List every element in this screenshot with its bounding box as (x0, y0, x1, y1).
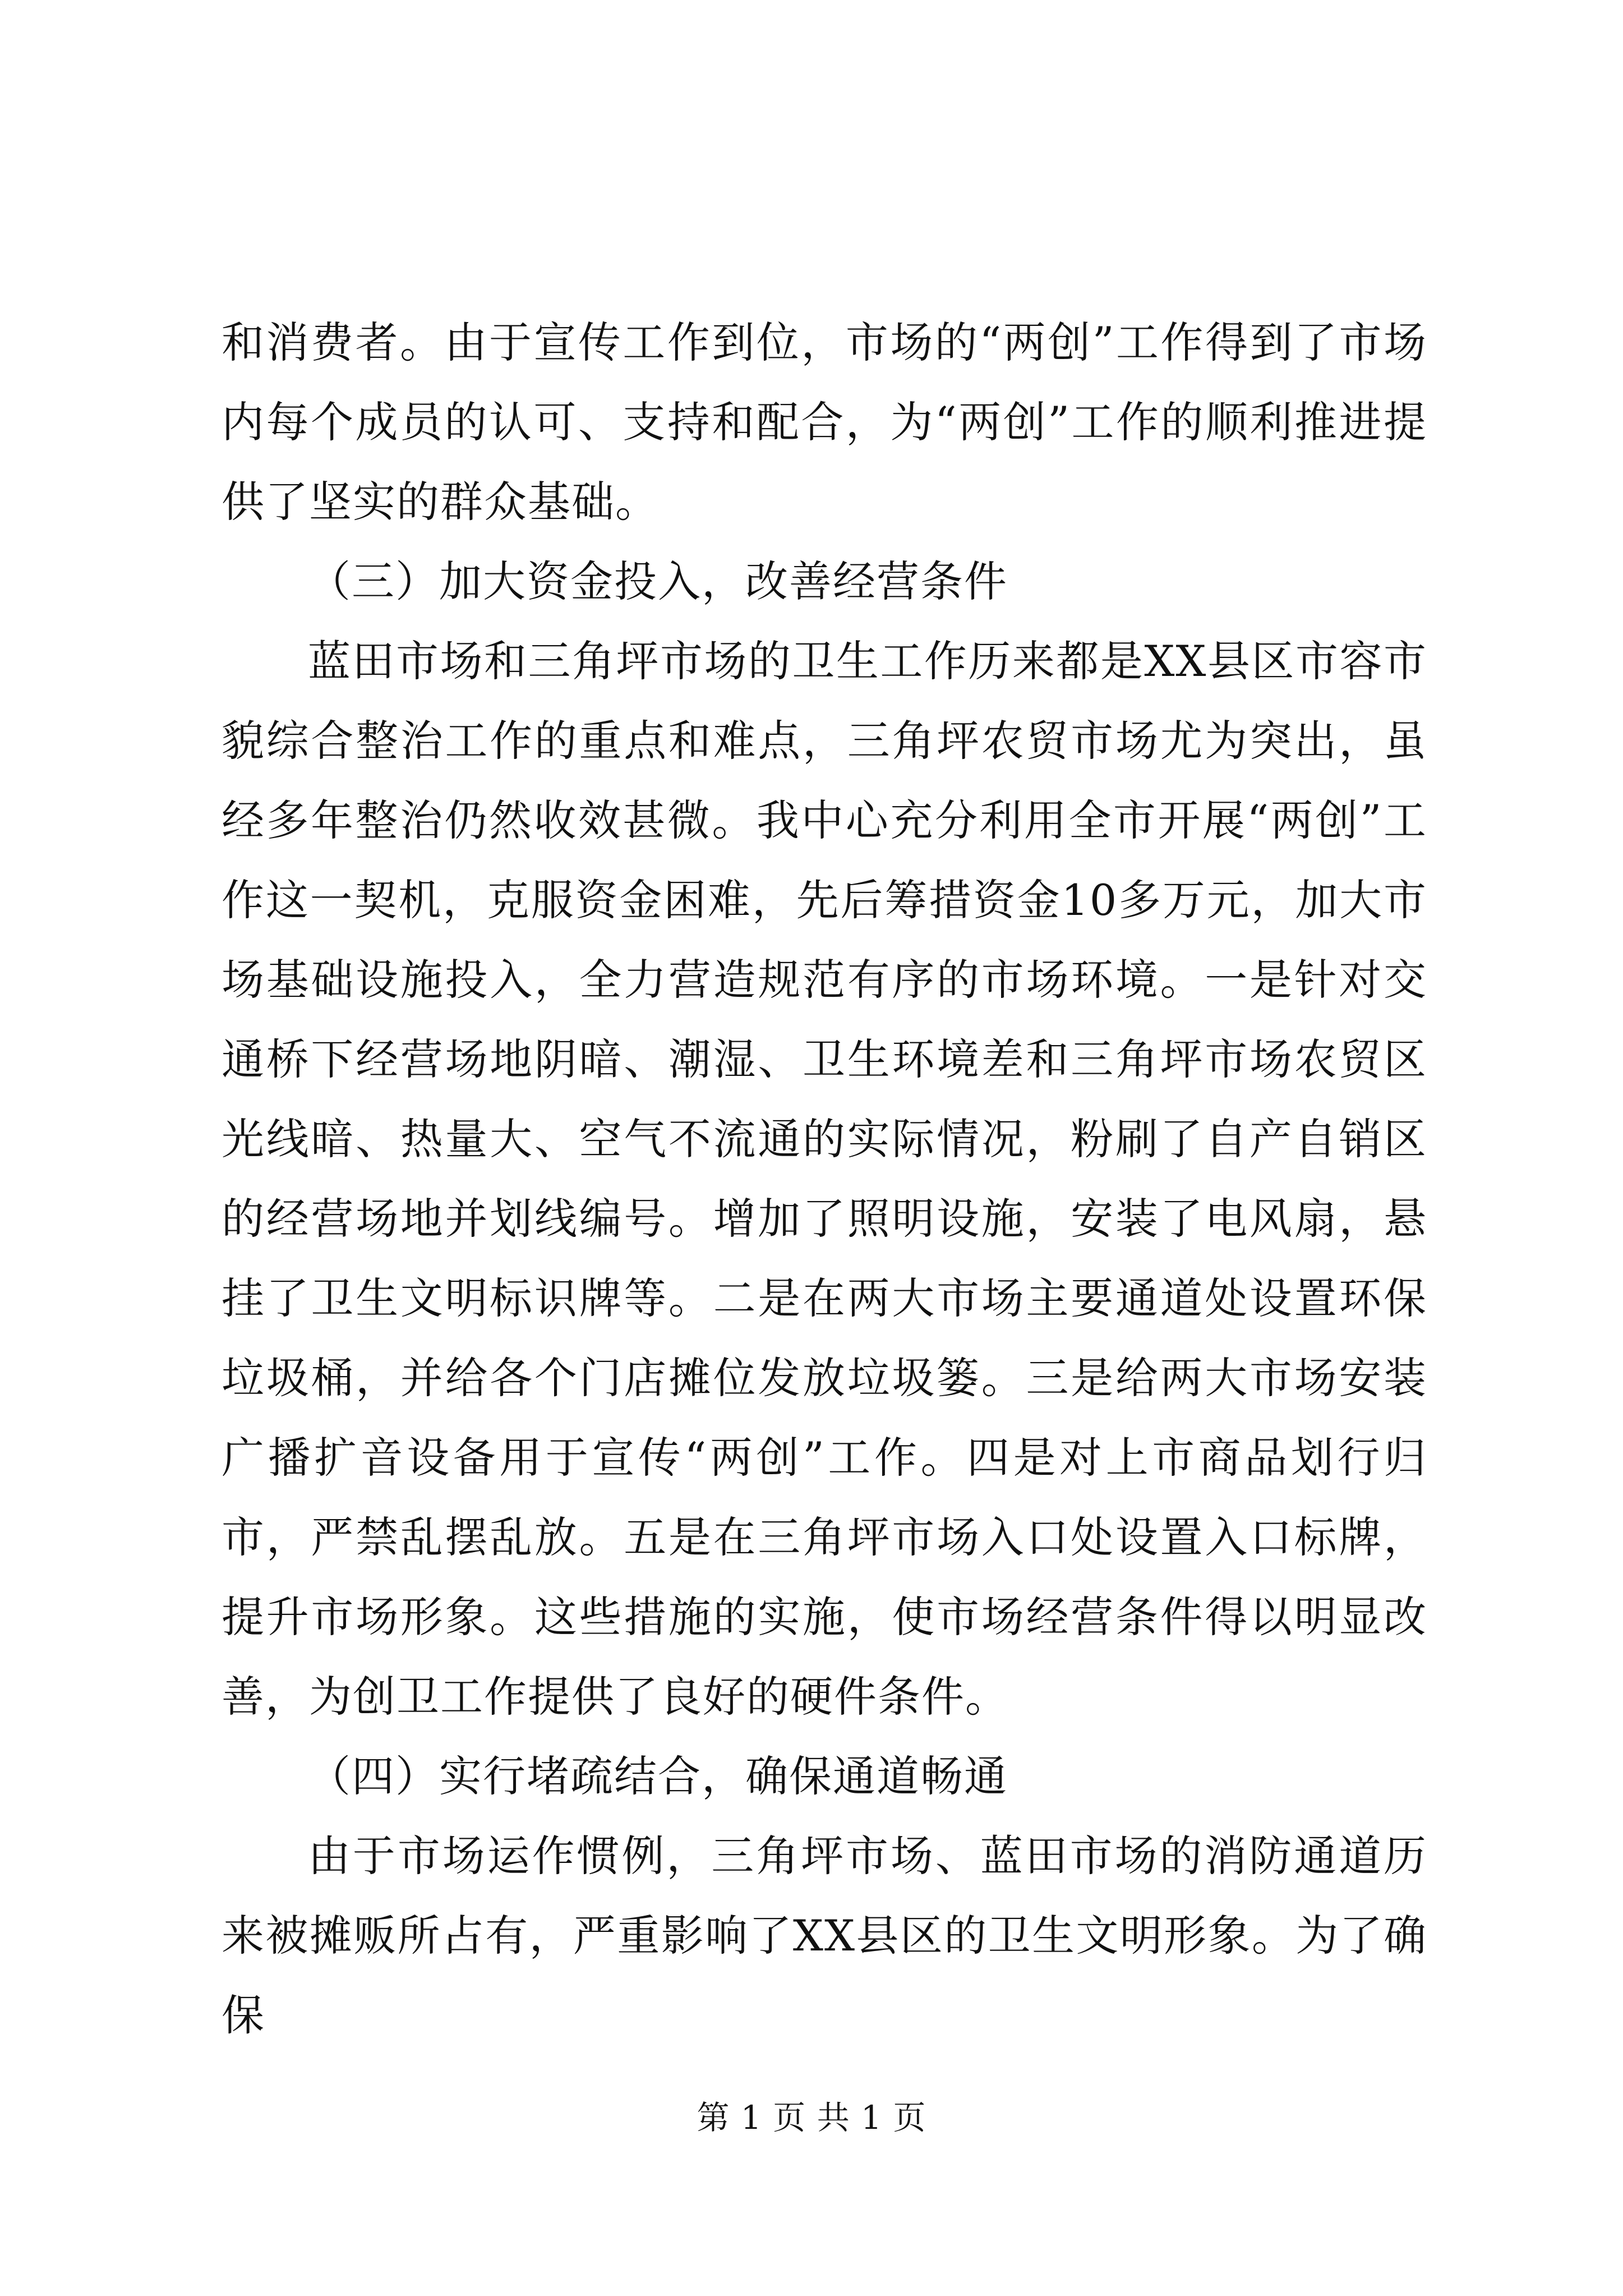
paragraph-passage: 由于市场运作惯例，三角坪市场、蓝田市场的消防通道历来被摊贩所占有，严重影响了XX县区的卫生文明形象。为了确保 (222, 1831, 1427, 2040)
page-footer: 第 1 页 共 1 页 (697, 2099, 926, 2137)
document-body (222, 303, 1427, 2055)
paragraph-intro-continuation: 和消费者。由于宣传工作到位，市场的“两创”工作得到了市场内每个成员的认可、支持和配合，为“两创”工作的顺利推进提供了坚实的群众基础。 (222, 318, 1427, 527)
paragraph-funding: 蓝田市场和三角坪市场的卫生工作历来都是XX县区市容市貌综合整治工作的重点和难点，三角坪农贸市场尤为突出，虽经多年整治仍然收效甚微。我中心充分利用全市开展“两创”工作这一契机，克服资金困难，先后筹措资金10多万元，加大市场基础设施投入，全力营造规范有序的市场环境。一是针对交通桥下经营场地阴暗、潮湿、卫生环境差和三角坪市场农贸区光线暗、热量大、空气不流通的实际情况，粉刷了自产自销区的经营场地并划线编号。增加了照明设施，安装了电风扇，悬挂了卫生文明标识牌等。二是在两大市场主要通道处设置环保垃圾桶，并给各个门店摊位发放垃圾篓。三是给两大市场安装广播扩音设备用于宣传“两创”工作。四是对上市商品划行归市，严禁乱摆乱放。五是在三角坪市场入口处设置入口标牌，提升市场形象。这些措施的实施，使市场经营条件得以明显改善，为创卫工作提供了良好的硬件条件。 (222, 636, 1427, 1722)
section-heading-4: （四）实行堵疏结合，确保通道畅通 (308, 1751, 1008, 1801)
section-heading-3: （三）加大资金投入，改善经营条件 (308, 556, 1008, 606)
